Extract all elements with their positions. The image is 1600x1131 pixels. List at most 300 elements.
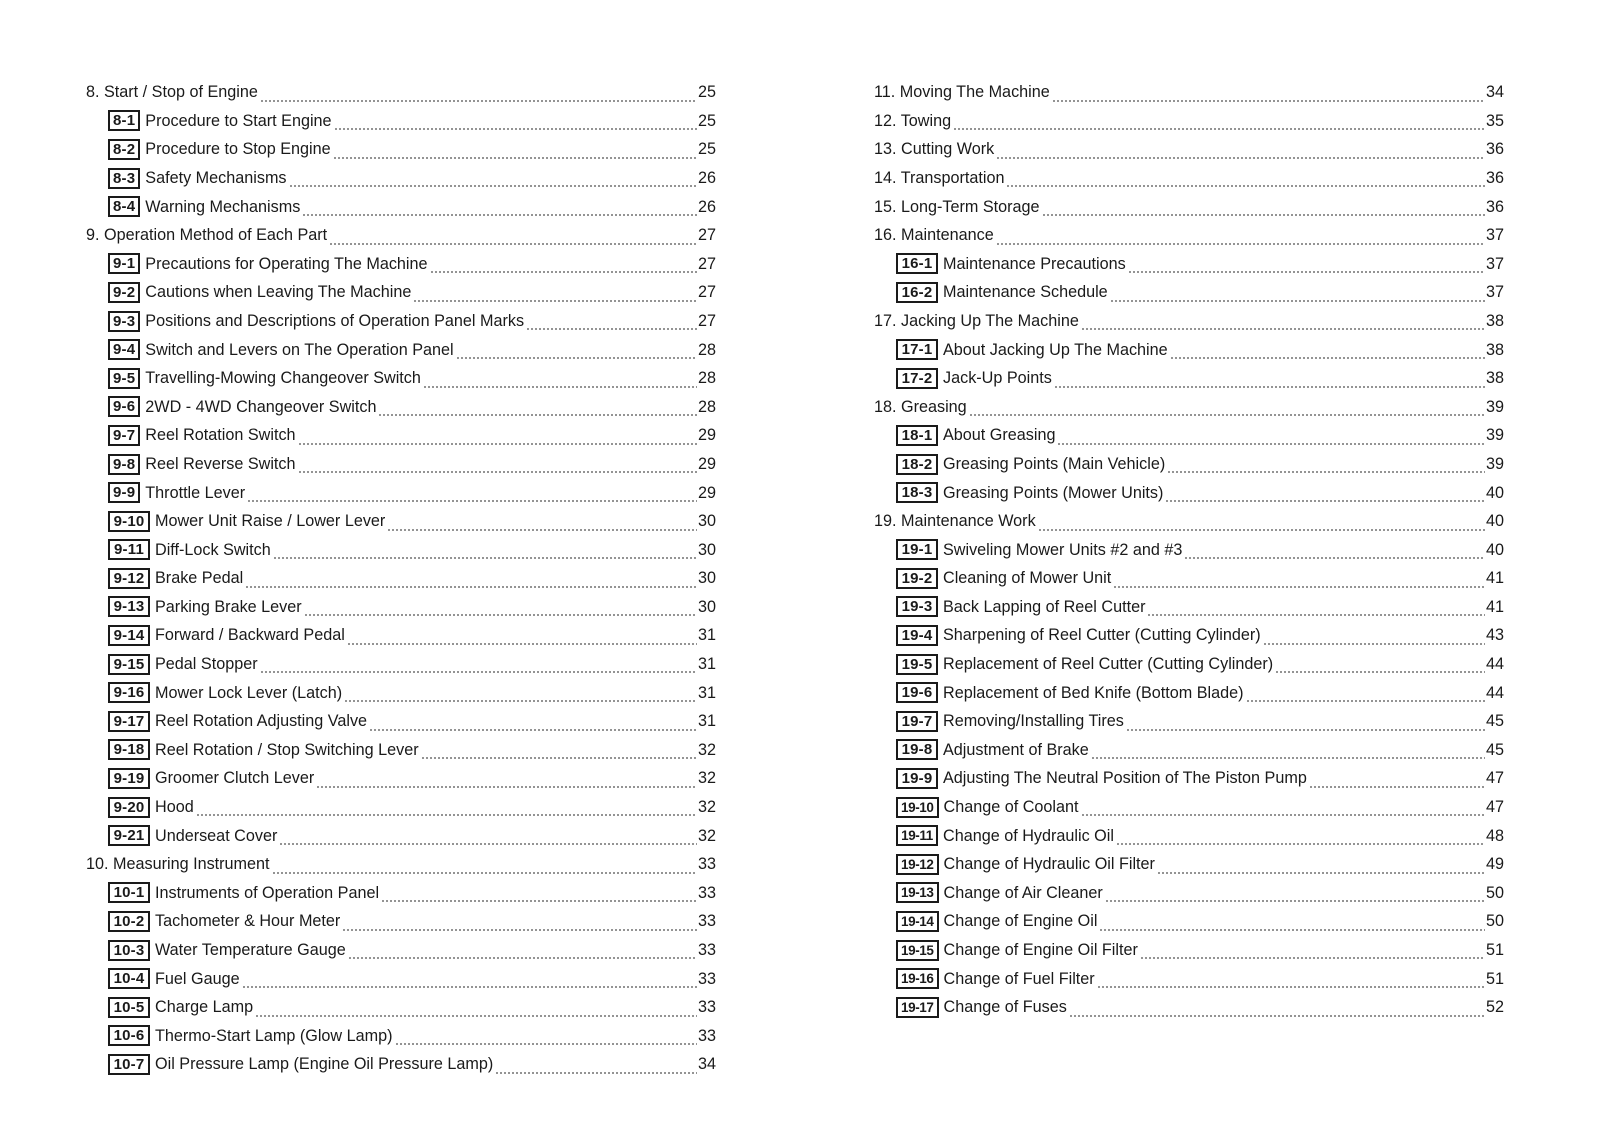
page-number: 47 [1485, 798, 1504, 817]
entry-title: Precautions for Operating The Machine [145, 254, 428, 273]
page-number: 50 [1485, 912, 1504, 931]
entry-title: Positions and Descriptions of Operation Panel Marks [145, 311, 525, 330]
entry-title: Instruments of Operation Panel [155, 883, 380, 902]
dot-leader [245, 585, 697, 589]
toc-subentry[interactable] [86, 793, 716, 822]
page-number: 27 [697, 254, 716, 273]
toc-subentry[interactable] [874, 707, 1504, 736]
entry-title: 12. Towing [874, 111, 952, 130]
section-number-badge: 19-7 [896, 711, 938, 732]
section-number-badge: 9-7 [108, 425, 140, 446]
dot-leader [1081, 813, 1485, 817]
toc-section-entry[interactable] [874, 107, 1504, 136]
dot-leader [1167, 470, 1485, 474]
dot-leader [298, 442, 697, 446]
dot-leader [1246, 699, 1485, 703]
section-number-badge: 19-1 [896, 539, 938, 560]
entry-title: Oil Pressure Lamp (Engine Oil Pressure Lamp) [155, 1055, 494, 1074]
section-number-badge: 10-4 [108, 968, 150, 989]
page-number: 41 [1485, 597, 1504, 616]
section-number-badge: 9-18 [108, 739, 150, 760]
entry-title: Safety Mechanisms [145, 168, 287, 187]
section-number-badge: 10-7 [108, 1054, 150, 1075]
toc-subentry[interactable] [874, 364, 1504, 393]
dot-leader [1110, 299, 1485, 303]
page-number: 26 [697, 168, 716, 187]
dot-leader [495, 1071, 697, 1075]
section-number-badge: 9-4 [108, 339, 140, 360]
page-number: 33 [697, 912, 716, 931]
section-number-badge: 17-2 [896, 368, 938, 389]
page-number: 44 [1485, 655, 1504, 674]
entry-title: Maintenance Schedule [943, 283, 1108, 302]
dot-leader [1157, 871, 1485, 875]
page-number: 34 [1485, 83, 1504, 102]
toc-section-entry[interactable] [874, 78, 1504, 107]
dot-leader [953, 127, 1485, 131]
page-number: 28 [697, 340, 716, 359]
page-number: 34 [697, 1055, 716, 1074]
page-number: 29 [697, 426, 716, 445]
toc-subentry[interactable] [86, 164, 716, 193]
entry-title: 19. Maintenance Work [874, 512, 1036, 531]
page-number: 32 [697, 740, 716, 759]
toc-subentry[interactable] [86, 450, 716, 479]
dot-leader [1099, 928, 1485, 932]
section-number-badge: 19-17 [896, 997, 939, 1018]
toc-subentry[interactable] [874, 650, 1504, 679]
section-number-badge: 9-19 [108, 768, 150, 789]
dot-leader [255, 1014, 697, 1018]
toc-subentry[interactable] [874, 879, 1504, 908]
entry-title: About Jacking Up The Machine [943, 340, 1168, 359]
section-number-badge: 9-8 [108, 454, 140, 475]
entry-title: Adjustment of Brake [943, 740, 1089, 759]
section-number-badge: 19-11 [896, 825, 938, 846]
section-number-badge: 19-14 [896, 911, 939, 932]
toc-subentry[interactable] [874, 793, 1504, 822]
dot-leader [329, 242, 697, 246]
page-number: 33 [697, 941, 716, 959]
page-number: 38 [1485, 369, 1504, 388]
dot-leader [1170, 356, 1485, 360]
entry-title: Reel Rotation / Stop Switching Lever [155, 740, 419, 759]
dot-leader [1309, 785, 1485, 789]
entry-title: Maintenance Precautions [943, 254, 1126, 273]
dot-leader [996, 156, 1485, 160]
section-number-badge: 8-1 [108, 110, 140, 131]
dot-leader [1147, 613, 1485, 617]
section-number-badge: 19-5 [896, 654, 938, 675]
toc-section-entry[interactable] [874, 192, 1504, 221]
section-number-badge: 9-21 [108, 825, 150, 846]
toc-section-entry[interactable] [874, 507, 1504, 536]
toc-subentry[interactable] [86, 192, 716, 221]
toc-subentry[interactable] [874, 450, 1504, 479]
section-number-badge: 9-13 [108, 596, 150, 617]
entry-title: Change of Engine Oil [943, 912, 1098, 931]
toc-subentry[interactable] [874, 421, 1504, 450]
entry-title: 14. Transportation [874, 168, 1005, 187]
entry-title: Tachometer & Hour Meter [155, 912, 341, 931]
section-number-badge: 19-16 [896, 968, 939, 989]
entry-title: Removing/Installing Tires [943, 712, 1124, 731]
dot-leader [1097, 985, 1485, 989]
section-number-badge: 10-5 [108, 997, 150, 1018]
toc-subentry[interactable] [874, 993, 1504, 1022]
page-number: 33 [697, 1026, 716, 1045]
dot-leader [1165, 499, 1485, 503]
entry-title: Brake Pedal [155, 569, 244, 588]
page-number: 33 [697, 998, 716, 1017]
entry-title: Adjusting The Neutral Position of The Piston Pump [943, 769, 1307, 788]
entry-title: Hood [155, 798, 194, 817]
page-number: 30 [697, 540, 716, 559]
section-number-badge: 9-6 [108, 396, 140, 417]
dot-leader [1052, 99, 1485, 103]
dot-leader [260, 99, 697, 103]
section-number-badge: 16-1 [896, 253, 938, 274]
toc-subentry[interactable] [86, 964, 716, 993]
dot-leader [369, 728, 697, 732]
dot-leader [273, 556, 697, 560]
toc-subentry[interactable] [874, 964, 1504, 993]
page-number: 44 [1485, 683, 1504, 702]
dot-leader [289, 184, 697, 188]
section-number-badge: 19-2 [896, 568, 938, 589]
entry-title: Parking Brake Lever [155, 597, 302, 616]
entry-title: Change of Fuel Filter [943, 969, 1095, 988]
page-number: 27 [697, 283, 716, 302]
toc-subentry[interactable] [86, 1050, 716, 1079]
page-number: 51 [1485, 941, 1504, 959]
section-number-badge: 9-17 [108, 711, 150, 732]
page-number: 29 [697, 483, 716, 502]
entry-title: Change of Hydraulic Oil [943, 826, 1114, 845]
toc-section-entry[interactable] [874, 135, 1504, 164]
page-number: 32 [697, 769, 716, 788]
toc-subentry[interactable] [86, 307, 716, 336]
toc-subentry[interactable] [874, 764, 1504, 793]
page-number: 49 [1485, 855, 1504, 874]
toc-section-entry[interactable] [874, 221, 1504, 250]
section-number-badge: 19-10 [896, 797, 939, 818]
page-number: 33 [697, 969, 716, 988]
toc-section-entry[interactable] [86, 221, 716, 250]
dot-leader [247, 499, 697, 503]
page-number: 30 [697, 512, 716, 531]
dot-leader [334, 127, 697, 131]
toc-section-entry[interactable] [86, 78, 716, 107]
dot-leader [423, 385, 697, 389]
page-number: 39 [1485, 454, 1504, 473]
dot-leader [387, 528, 697, 532]
section-number-badge: 9-12 [108, 568, 150, 589]
section-number-badge: 19-6 [896, 682, 938, 703]
toc-subentry[interactable] [86, 536, 716, 565]
toc-subentry[interactable] [86, 250, 716, 279]
toc-subentry[interactable] [86, 393, 716, 422]
toc-subentry[interactable] [86, 278, 716, 307]
toc-section-entry[interactable] [874, 164, 1504, 193]
page-number: 25 [697, 83, 716, 102]
toc-subentry[interactable] [86, 507, 716, 536]
section-number-badge: 18-1 [896, 425, 938, 446]
toc-subentry[interactable] [86, 678, 716, 707]
page-number: 40 [1485, 540, 1504, 559]
section-number-badge: 19-8 [896, 739, 938, 760]
dot-leader [1113, 585, 1485, 589]
section-number-badge: 10-2 [108, 911, 150, 932]
page-number: 32 [697, 798, 716, 817]
dot-leader [302, 213, 697, 217]
toc-subentry[interactable] [86, 764, 716, 793]
toc-subentry[interactable] [874, 621, 1504, 650]
page-number: 48 [1485, 826, 1504, 845]
entry-title: Pedal Stopper [155, 655, 258, 674]
page-number: 41 [1485, 569, 1504, 588]
toc-subentry[interactable] [874, 564, 1504, 593]
page-number: 25 [697, 111, 716, 130]
dot-leader [279, 842, 697, 846]
entry-title: 8. Start / Stop of Engine [86, 83, 258, 102]
page-number: 40 [1485, 483, 1504, 502]
entry-title: Charge Lamp [155, 998, 254, 1017]
section-number-badge: 19-13 [896, 882, 939, 903]
toc-subentry[interactable] [86, 907, 716, 936]
dot-leader [304, 613, 697, 617]
section-number-badge: 16-2 [896, 282, 938, 303]
dot-leader [1105, 899, 1485, 903]
entry-title: Change of Hydraulic Oil Filter [943, 855, 1155, 874]
dot-leader [344, 699, 697, 703]
toc-subentry[interactable] [874, 821, 1504, 850]
toc-subentry[interactable] [874, 850, 1504, 879]
toc-subentry[interactable] [86, 707, 716, 736]
entry-title: 15. Long-Term Storage [874, 197, 1040, 216]
toc-subentry[interactable] [874, 536, 1504, 565]
entry-title: 18. Greasing [874, 397, 967, 416]
page-number: 31 [697, 626, 716, 645]
toc-subentry[interactable] [86, 107, 716, 136]
toc-column-right [874, 78, 1504, 1022]
entry-title: Mower Unit Raise / Lower Lever [155, 512, 386, 531]
section-number-badge: 9-14 [108, 625, 150, 646]
entry-title: 16. Maintenance [874, 226, 994, 245]
page-number: 25 [697, 140, 716, 159]
page-number: 27 [697, 311, 716, 330]
page-number: 36 [1485, 168, 1504, 187]
page-number: 37 [1485, 226, 1504, 245]
dot-leader [1263, 642, 1485, 646]
section-number-badge: 19-9 [896, 768, 938, 789]
entry-title: Throttle Lever [145, 483, 246, 502]
dot-leader [430, 270, 697, 274]
section-number-badge: 19-12 [896, 854, 939, 875]
page-number: 31 [697, 683, 716, 702]
section-number-badge: 18-2 [896, 454, 938, 475]
dot-leader [1069, 1014, 1485, 1018]
dot-leader [298, 470, 697, 474]
entry-title: Swiveling Mower Units #2 and #3 [943, 540, 1183, 559]
section-number-badge: 9-10 [108, 511, 150, 532]
page-number: 37 [1485, 254, 1504, 273]
page-number: 32 [697, 826, 716, 845]
dot-leader [1184, 556, 1485, 560]
entry-title: 9. Operation Method of Each Part [86, 226, 328, 245]
page-number: 31 [697, 712, 716, 731]
page-number: 28 [697, 369, 716, 388]
page-number: 47 [1485, 769, 1504, 788]
entry-title: Cautions when Leaving The Machine [145, 283, 412, 302]
entry-title: Reel Rotation Switch [145, 426, 296, 445]
toc-section-entry[interactable] [874, 307, 1504, 336]
toc-subentry[interactable] [86, 593, 716, 622]
entry-title: Procedure to Start Engine [145, 111, 332, 130]
section-number-badge: 10-1 [108, 882, 150, 903]
entry-title: Diff-Lock Switch [155, 540, 271, 559]
toc-subentry[interactable] [86, 335, 716, 364]
section-number-badge: 19-3 [896, 596, 938, 617]
dot-leader [1006, 184, 1485, 188]
entry-title: Reel Reverse Switch [145, 454, 296, 473]
page-number: 38 [1485, 311, 1504, 330]
section-number-badge: 8-3 [108, 168, 140, 189]
section-number-badge: 9-3 [108, 311, 140, 332]
toc-subentry[interactable] [874, 250, 1504, 279]
entry-title: Change of Engine Oil Filter [943, 941, 1138, 959]
dot-leader [260, 670, 697, 674]
section-number-badge: 18-3 [896, 482, 938, 503]
toc-subentry[interactable] [86, 993, 716, 1022]
dot-leader [381, 899, 697, 903]
toc-subentry[interactable] [874, 593, 1504, 622]
entry-title: Jack-Up Points [943, 369, 1052, 388]
page-number: 28 [697, 397, 716, 416]
page-number: 31 [697, 655, 716, 674]
toc-subentry[interactable] [874, 936, 1504, 965]
toc-subentry[interactable] [86, 478, 716, 507]
entry-title: Reel Rotation Adjusting Valve [155, 712, 368, 731]
toc-subentry[interactable] [86, 650, 716, 679]
entry-title: Thermo-Start Lamp (Glow Lamp) [155, 1026, 393, 1045]
toc-subentry[interactable] [874, 907, 1504, 936]
page-number: 26 [697, 197, 716, 216]
page-number: 45 [1485, 740, 1504, 759]
page-number: 30 [697, 569, 716, 588]
dot-leader [378, 413, 697, 417]
toc-subentry[interactable] [874, 278, 1504, 307]
page-number: 29 [697, 454, 716, 473]
page-number: 36 [1485, 140, 1504, 159]
entry-title: Fuel Gauge [155, 969, 240, 988]
dot-leader [1042, 213, 1485, 217]
entry-title: Replacement of Reel Cutter (Cutting Cylinder) [943, 655, 1274, 674]
dot-leader [333, 156, 697, 160]
dot-leader [242, 985, 697, 989]
dot-leader [1275, 670, 1485, 674]
entry-title: 13. Cutting Work [874, 140, 995, 159]
entry-title: Change of Fuses [943, 998, 1067, 1017]
dot-leader [348, 956, 697, 960]
toc-subentry[interactable] [86, 421, 716, 450]
toc-subentry[interactable] [86, 879, 716, 908]
dot-leader [1091, 756, 1485, 760]
entry-title: Greasing Points (Main Vehicle) [943, 454, 1166, 473]
entry-title: Procedure to Stop Engine [145, 140, 331, 159]
toc-subentry[interactable] [86, 736, 716, 765]
toc-section-entry[interactable] [86, 850, 716, 879]
dot-leader [456, 356, 697, 360]
section-number-badge: 9-11 [108, 539, 150, 560]
section-number-badge: 9-1 [108, 253, 140, 274]
dot-leader [413, 299, 697, 303]
dot-leader [272, 871, 697, 875]
entry-title: Sharpening of Reel Cutter (Cutting Cylinder) [943, 626, 1261, 645]
entry-title: Water Temperature Gauge [155, 941, 346, 959]
entry-title: 10. Measuring Instrument [86, 855, 270, 874]
toc-subentry[interactable] [874, 736, 1504, 765]
entry-title: Back Lapping of Reel Cutter [943, 597, 1146, 616]
toc-subentry[interactable] [874, 678, 1504, 707]
section-number-badge: 10-3 [108, 940, 150, 961]
entry-title: Switch and Levers on The Operation Panel [145, 340, 454, 359]
toc-section-entry[interactable] [874, 393, 1504, 422]
toc-subentry[interactable] [86, 564, 716, 593]
page-number: 45 [1485, 712, 1504, 731]
toc-subentry[interactable] [874, 478, 1504, 507]
dot-leader [342, 928, 697, 932]
entry-title: 11. Moving The Machine [874, 83, 1050, 102]
page-number: 33 [697, 883, 716, 902]
dot-leader [969, 413, 1485, 417]
entry-title: 2WD - 4WD Changeover Switch [145, 397, 377, 416]
section-number-badge: 19-4 [896, 625, 938, 646]
entry-title: Travelling-Mowing Changeover Switch [145, 369, 421, 388]
section-number-badge: 17-1 [896, 339, 938, 360]
toc-subentry[interactable] [86, 1022, 716, 1051]
toc-subentry[interactable] [86, 936, 716, 965]
entry-title: Warning Mechanisms [145, 197, 301, 216]
toc-subentry[interactable] [86, 821, 716, 850]
dot-leader [1140, 956, 1485, 960]
dot-leader [996, 242, 1485, 246]
dot-leader [1126, 728, 1485, 732]
dot-leader [316, 785, 697, 789]
section-number-badge: 9-20 [108, 797, 150, 818]
toc-subentry[interactable] [874, 335, 1504, 364]
entry-title: Replacement of Bed Knife (Bottom Blade) [943, 683, 1244, 702]
page-number: 38 [1485, 340, 1504, 359]
page-number: 43 [1485, 626, 1504, 645]
entry-title: 17. Jacking Up The Machine [874, 311, 1079, 330]
toc-subentry[interactable] [86, 364, 716, 393]
toc-subentry[interactable] [86, 621, 716, 650]
dot-leader [395, 1042, 697, 1046]
entry-title: Mower Lock Lever (Latch) [155, 683, 343, 702]
section-number-badge: 9-16 [108, 682, 150, 703]
entry-title: Greasing Points (Mower Units) [943, 483, 1164, 502]
section-number-badge: 9-5 [108, 368, 140, 389]
dot-leader [1057, 442, 1485, 446]
toc-subentry[interactable] [86, 135, 716, 164]
page-number: 40 [1485, 512, 1504, 531]
section-number-badge: 10-6 [108, 1025, 150, 1046]
section-number-badge: 9-2 [108, 282, 140, 303]
section-number-badge: 9-15 [108, 654, 150, 675]
dot-leader [1038, 528, 1485, 532]
page-number: 30 [697, 597, 716, 616]
